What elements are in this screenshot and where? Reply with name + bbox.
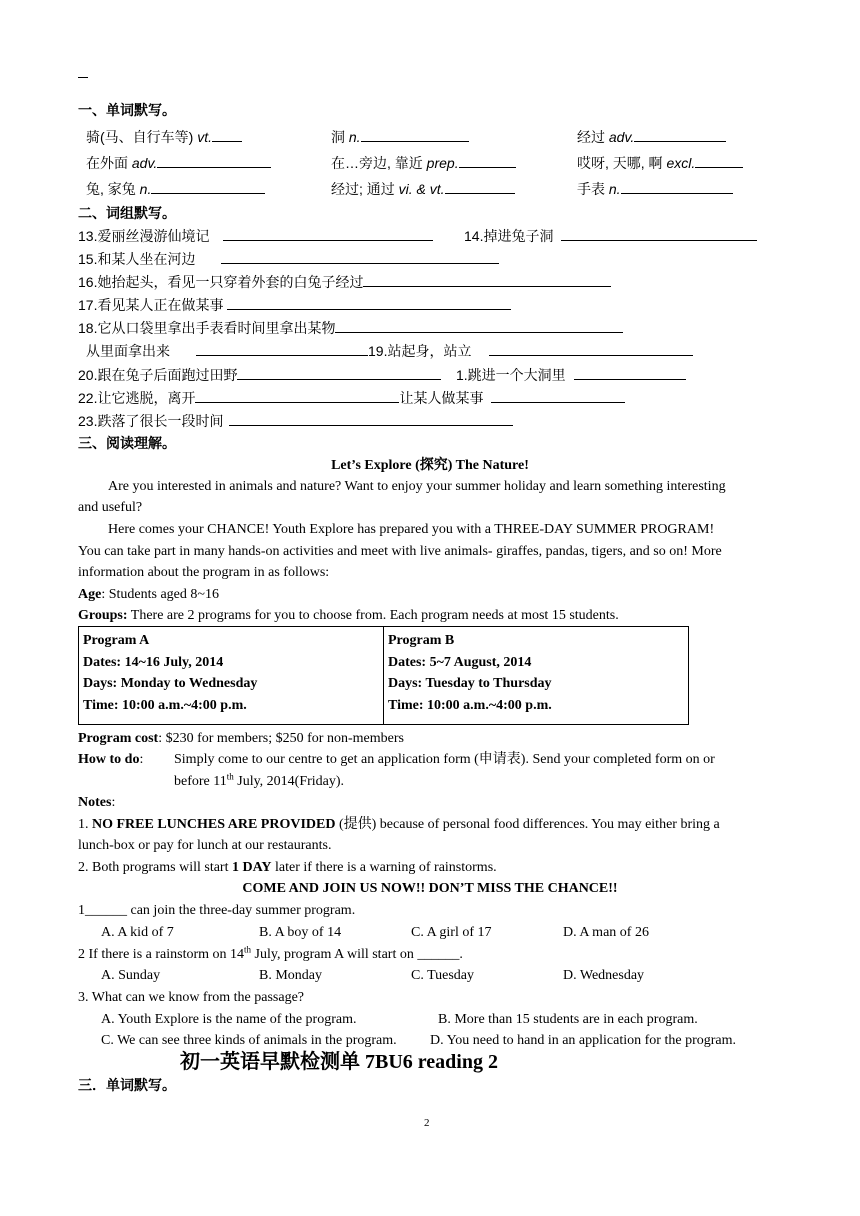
note-2: 2. Both programs will start 1 DAY later if there is a warning of rainstorms. bbox=[78, 860, 497, 875]
program-b-days: Days: Tuesday to Thursday bbox=[388, 676, 552, 691]
note-1-cont: lunch-box or pay for lunch at our restaurants. bbox=[78, 838, 332, 853]
howto-text: Simply come to our centre to get an application form (申请表). Send your completed form on or bbox=[174, 752, 715, 767]
phrase-item: 从里面拿出来 19.站起身，站立 bbox=[86, 342, 693, 360]
phrase-item: 1.跳进一个大洞里 bbox=[456, 366, 686, 384]
phrase-item: 13.爱丽丝漫游仙境记 bbox=[78, 227, 433, 245]
question-1-stem: 1______ can join the three-day summer program. bbox=[78, 903, 356, 918]
howto-line: How to do: bbox=[78, 752, 144, 767]
paragraph-line: information about the program in as follows: bbox=[78, 565, 330, 580]
cost-line: Program cost: $230 for members; $250 for non-members bbox=[78, 731, 404, 746]
option: C. We can see three kinds of animals in the program. bbox=[101, 1033, 397, 1048]
slogan: COME AND JOIN US NOW!! DON’T MISS THE CHANCE!! bbox=[242, 881, 618, 896]
howto-text-2: before 11th July, 2014(Friday). bbox=[174, 771, 345, 789]
program-b-name: Program B bbox=[388, 633, 455, 648]
paragraph-line: Are you interested in animals and nature? Want to enjoy your summer holiday and learn something interesting bbox=[108, 479, 726, 494]
groups-line: Groups: There are 2 programs for you to choose from. Each program needs at most 15 students. bbox=[78, 608, 619, 623]
option: B. More than 15 students are in each program. bbox=[438, 1012, 698, 1027]
program-a-cell bbox=[79, 627, 384, 725]
vocab-item: 手表 n. bbox=[577, 180, 733, 198]
vocab-item: 在外面 adv. bbox=[86, 154, 271, 172]
vocab-item: 在…旁边, 靠近 prep. bbox=[331, 154, 516, 172]
next-sheet-heading: 初一英语早默检测单 7BU6 reading 2 bbox=[180, 1051, 498, 1073]
phrase-item: 23.跌落了很长一段时间 bbox=[78, 412, 513, 430]
program-table bbox=[78, 626, 689, 725]
vocab-item: 洞 n. bbox=[331, 128, 469, 146]
program-b-time: Time: 10:00 a.m.~4:00 p.m. bbox=[388, 697, 552, 713]
vocab-item: 哎呀, 天哪, 啊 excl. bbox=[577, 154, 743, 172]
vocab-item: 经过; 通过 vi. & vt. bbox=[331, 180, 515, 198]
paragraph-line: Here comes your CHANCE! Youth Explore has prepared you with a THREE-DAY SUMMER PROGRAM! bbox=[108, 522, 715, 537]
option: B. A boy of 14 bbox=[259, 925, 342, 940]
phrase-item: 17.看见某人正在做某事 bbox=[78, 296, 511, 314]
notes-label: Notes: bbox=[78, 795, 116, 810]
option: A. Sunday bbox=[101, 968, 161, 983]
phrase-item: 14.掉进兔子洞 bbox=[464, 227, 757, 245]
program-a-days: Days: Monday to Wednesday bbox=[83, 676, 258, 691]
option: C. A girl of 17 bbox=[411, 925, 492, 940]
program-a-name: Program A bbox=[83, 633, 150, 648]
phrase-item: 18.它从口袋里拿出手表看时间里拿出某物 bbox=[78, 319, 623, 337]
program-b-cell bbox=[384, 627, 689, 725]
page-number: 2 bbox=[424, 1117, 430, 1129]
paragraph-line: You can take part in many hands-on activities and meet with live animals- giraffes, pandas, tigers, and so on! More bbox=[78, 544, 722, 559]
phrase-item: 22.让它逃脱，离开 让某人做某事 bbox=[78, 389, 625, 407]
note-1: 1. NO FREE LUNCHES ARE PROVIDED (提供) because of personal food differences. You may either bring a bbox=[78, 817, 720, 832]
vocab-item: 经过 adv. bbox=[577, 128, 726, 146]
option: A. Youth Explore is the name of the program. bbox=[101, 1012, 357, 1027]
program-a-time: Time: 10:00 a.m.~4:00 p.m. bbox=[83, 697, 247, 713]
paragraph-line: and useful? bbox=[78, 500, 143, 515]
option: D. Wednesday bbox=[563, 968, 645, 983]
program-a-dates: Dates: 14~16 July, 2014 bbox=[83, 654, 224, 670]
program-b-dates: Dates: 5~7 August, 2014 bbox=[388, 654, 532, 670]
next-section-title: 三．单词默写。 bbox=[78, 1077, 176, 1093]
option: B. Monday bbox=[259, 968, 322, 983]
vocab-item: 骑(马、自行车等) vt. bbox=[86, 128, 242, 146]
question-3-stem: 3. What can we know from the passage? bbox=[78, 990, 304, 1005]
section3-title: 三、阅读理解。 bbox=[78, 435, 176, 451]
top-mark bbox=[78, 77, 88, 78]
section1-title: 一、单词默写。 bbox=[78, 102, 176, 118]
passage-title: Let’s Explore (探究) The Nature! bbox=[331, 458, 529, 473]
age-line: Age: Students aged 8~16 bbox=[78, 587, 219, 602]
question-2-stem: 2 If there is a rainstorm on 14th July, program A will start on ______. bbox=[78, 944, 463, 962]
option: D. You need to hand in an application for the program. bbox=[430, 1033, 736, 1048]
phrase-item: 15.和某人坐在河边 bbox=[78, 250, 499, 268]
phrase-item: 20.跟在兔子后面跑过田野 bbox=[78, 366, 441, 384]
section2-title: 二、词组默写。 bbox=[78, 205, 176, 221]
option: D. A man of 26 bbox=[563, 925, 649, 940]
phrase-item: 16.她抬起头，看见一只穿着外套的白兔子经过 bbox=[78, 273, 611, 291]
option: C. Tuesday bbox=[411, 968, 475, 983]
vocab-item: 兔, 家兔 n. bbox=[86, 180, 265, 198]
option: A. A kid of 7 bbox=[101, 925, 174, 940]
